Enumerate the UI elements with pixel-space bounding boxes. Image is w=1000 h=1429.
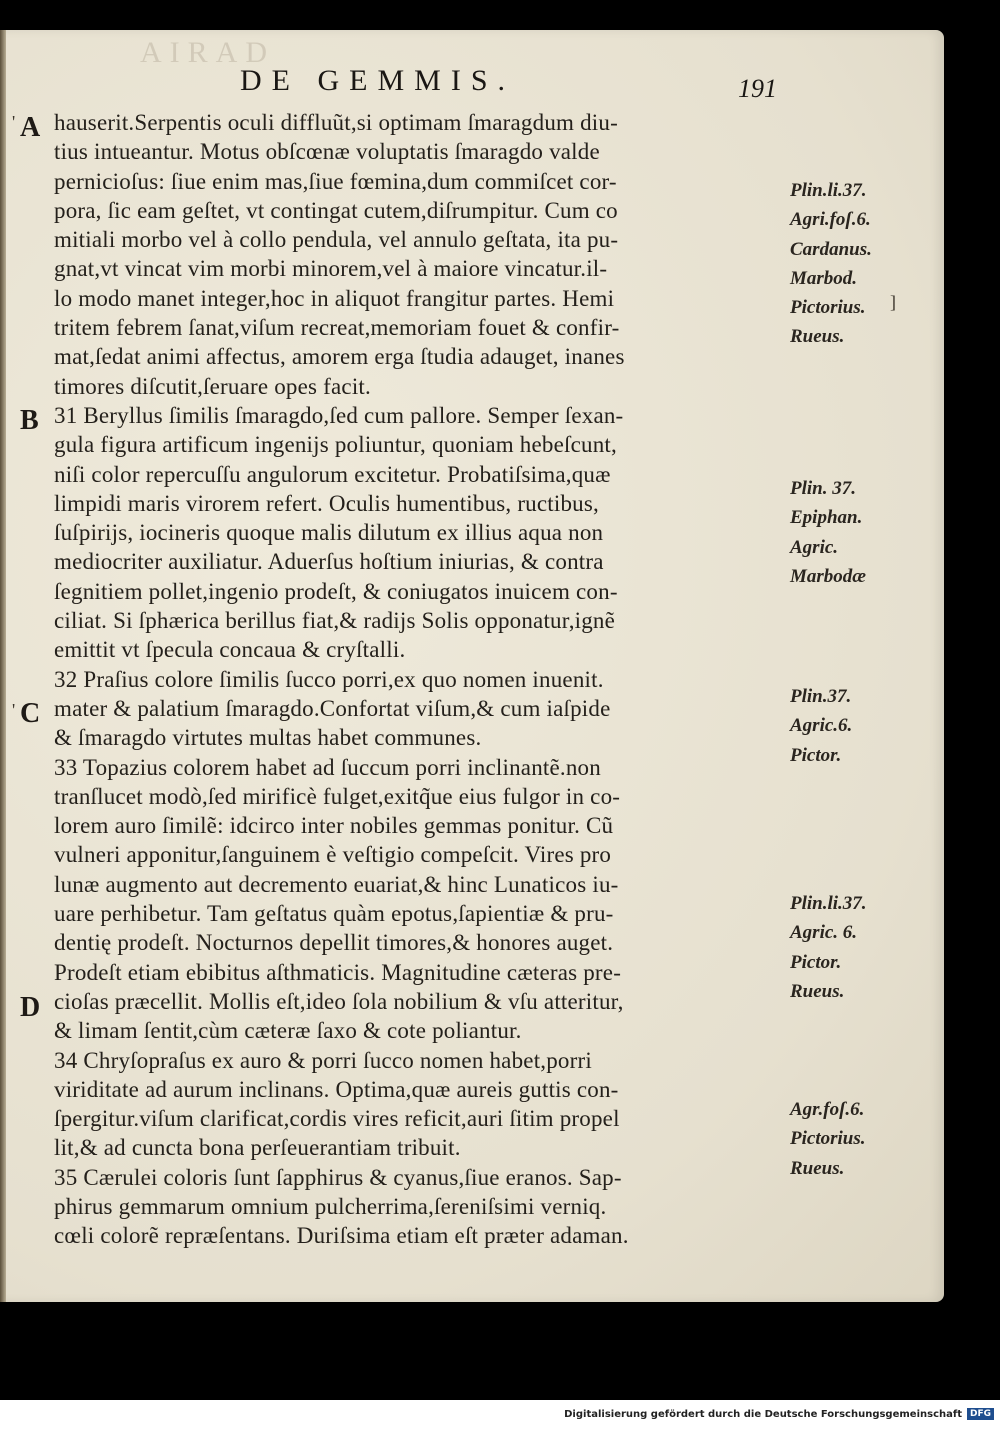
text-line: tritem febrem ſanat,viſum recreat,memoriam fouet & confir-: [54, 315, 620, 341]
margin-notes-group-b: [790, 474, 910, 591]
text-line: lit,& ad cuncta bona perſeuerantiam tribuit.: [54, 1135, 461, 1161]
text-line: niſi color repercuſſu angulorum excitetur. Probatiſsima,quæ: [54, 461, 611, 487]
text-line: emittit vt ſpecula concaua & cryſtalli.: [54, 637, 406, 663]
text-line: hauserit.Serpentis oculi diffluũt,si optimam ſmaragdum diu-: [54, 110, 618, 135]
section-letter-d: D: [20, 992, 41, 1023]
margin-note: Pictor.: [790, 744, 842, 766]
text-line: mediocriter auxiliatur. Aduerſus hoſtium iniurias, & contra: [54, 549, 604, 575]
text-line: gula figura artificum ingenijs poliuntur, quoniam hebeſcunt,: [54, 432, 617, 458]
ink-speck: ]: [890, 292, 896, 312]
bleed-through-header: AIRAD: [140, 36, 275, 69]
margin-note: Rueus.: [790, 1157, 845, 1179]
margin-note: Agri.foſ.6.: [790, 209, 871, 231]
text-line: & ſmaragdo virtutes multas habet communes.: [54, 725, 482, 751]
page-gutter-edge: [0, 30, 6, 1302]
text-line: cœli colorẽ repræſentans. Duriſsima etiam eſt præter adaman.: [54, 1223, 629, 1249]
text-line: gnat,vt vincat vim morbi minorem,vel à maiore vincatur.il-: [54, 256, 608, 282]
text-line: ſpergitur.viſum clarificat,cordis vires reficit,auri ſitim propel: [54, 1106, 620, 1132]
text-line: mater & palatium ſmaragdo.Confortat viſum,& cum iaſpide: [54, 695, 611, 721]
text-line: ciliat. Si ſphærica berillus fiat,& radijs Solis opponatur,ignẽ: [54, 608, 616, 634]
margin-note: Marbod.: [790, 267, 858, 289]
text-line: tranſlucet modò,ſed mirificè fulget,exitq̃ue eius fulgor in co-: [54, 783, 621, 809]
text-line: phirus gemmarum omnium pulcherrima,ſereniſsimi verniq.: [54, 1193, 607, 1219]
text-line: cioſas præcellit. Mollis eſt,ideo ſola nobilium & vſu atteritur,: [54, 988, 624, 1014]
margin-note: Rueus.: [790, 326, 845, 348]
text-line: 35 Cærulei coloris ſunt ſapphirus & cyanus,ſiue eranos. Sap-: [54, 1164, 622, 1190]
margin-note: Agr.foſ.6.: [790, 1099, 865, 1120]
text-line: 32 Praſius colore ſimilis ſucco porri,ex quo nomen inuenit.: [54, 666, 604, 692]
text-line: mitiali morbo vel à collo pendula, vel annulo geſtata, ita pu-: [54, 227, 619, 253]
margin-notes-group-c: [790, 682, 910, 770]
text-line: ſuſpirijs, iocineris quoque malis dilutum ex illius aqua non: [54, 520, 604, 546]
margin-note: Plin.li.37.: [790, 893, 867, 914]
text-line: vulneri apponitur,ſanguinem è veſtigio compeſcit. Vires pro: [54, 842, 612, 868]
margin-note: Plin.37.: [790, 686, 852, 707]
footer-bar: [0, 1400, 1000, 1429]
margin-note: Rueus.: [790, 980, 845, 1002]
text-line: uare perhibetur. Tam geſtatus quàm epotus,ſapientiæ & pru-: [54, 901, 614, 927]
page-number: 191: [738, 74, 777, 103]
text-line: ſegnitiem pollet,ingenio prodeſt, & coniugatos inuicem con-: [54, 578, 618, 604]
margin-note: Plin.li.37.: [790, 180, 867, 201]
text-line: 33 Topazius colorem habet ad ſuccum porri inclinantẽ.non: [54, 754, 601, 780]
section-letter-a: A: [20, 112, 41, 143]
margin-note: Agric. 6.: [790, 922, 858, 944]
margin-note: Marbodæ: [790, 565, 867, 587]
text-line: pernicioſus: ſiue enim mas,ſiue fœmina,dum commiſcet cor-: [54, 168, 617, 194]
text-line: lunæ augmento aut decremento euariat,& hinc Lunaticos iu-: [54, 871, 619, 897]
margin-note: Pictorius.: [790, 297, 866, 319]
text-line: 31 Beryllus ſimilis ſmaragdo,ſed cum pallore. Semper ſexan-: [54, 402, 624, 428]
text-line: pora, ſic eam geſtet, vt contingat cutem,diſrumpitur. Cum co: [54, 197, 618, 223]
margin-note: Pictorius.: [790, 1128, 866, 1150]
section-letter-b: B: [20, 405, 39, 436]
margin-notes-group-e: [790, 1095, 910, 1183]
margin-note: Cardanus.: [790, 238, 872, 260]
text-line: mat,ſedat animi affectus, amorem erga ſtudia adauget, inanes: [54, 344, 625, 370]
margin-note: Agric.6.: [790, 715, 853, 737]
text-line: Prodeſt etiam ebibitus aſthmaticis. Magnitudine cæteras pre-: [54, 959, 622, 985]
text-line: tius intueantur. Motus obſcœnæ voluptatis ſmaragdo valde: [54, 139, 600, 165]
text-line: timores diſcutit,ſeruare opes facit.: [54, 373, 371, 399]
funding-credit: Digitalisierung gefördert durch die Deutsche Forschungsgemeinschaft: [564, 1409, 962, 1420]
body-text: [54, 108, 790, 1251]
margin-notes-group-a: [790, 176, 910, 352]
dfg-logo-icon: DFG: [967, 1408, 994, 1420]
running-head: DE GEMMIS.: [240, 64, 516, 97]
text-line: lo modo manet integer,hoc in aliquot frangitur partes. Hemi: [54, 285, 615, 311]
text-line: lorem auro ſimilẽ: idcirco inter nobiles gemmas ponitur. Cũ: [54, 813, 614, 839]
margin-note: Pictor.: [790, 951, 842, 973]
margin-note: Plin. 37.: [790, 478, 856, 499]
text-line: & limam ſentit,cùm cæteræ ſaxo & cote poliantur.: [54, 1018, 522, 1044]
section-letter-c: C: [20, 698, 41, 729]
text-line: limpidi maris virorem refert. Oculis humentibus, ructibus,: [54, 490, 599, 516]
text-line: dentię prodeſt. Nocturnos depellit timores,& honores auget.: [54, 930, 614, 956]
text-line: viriditate ad aurum inclinans. Optima,quæ aureis guttis con-: [54, 1076, 619, 1102]
margin-note: Epiphan.: [790, 507, 863, 529]
margin-notes-group-d: [790, 889, 910, 1006]
text-line: 34 Chryſopraſus ex auro & porri ſucco nomen habet,porri: [54, 1047, 592, 1073]
margin-note: Agric.: [790, 536, 839, 558]
ink-speck: ': [12, 700, 16, 720]
ink-speck: ': [12, 112, 16, 132]
